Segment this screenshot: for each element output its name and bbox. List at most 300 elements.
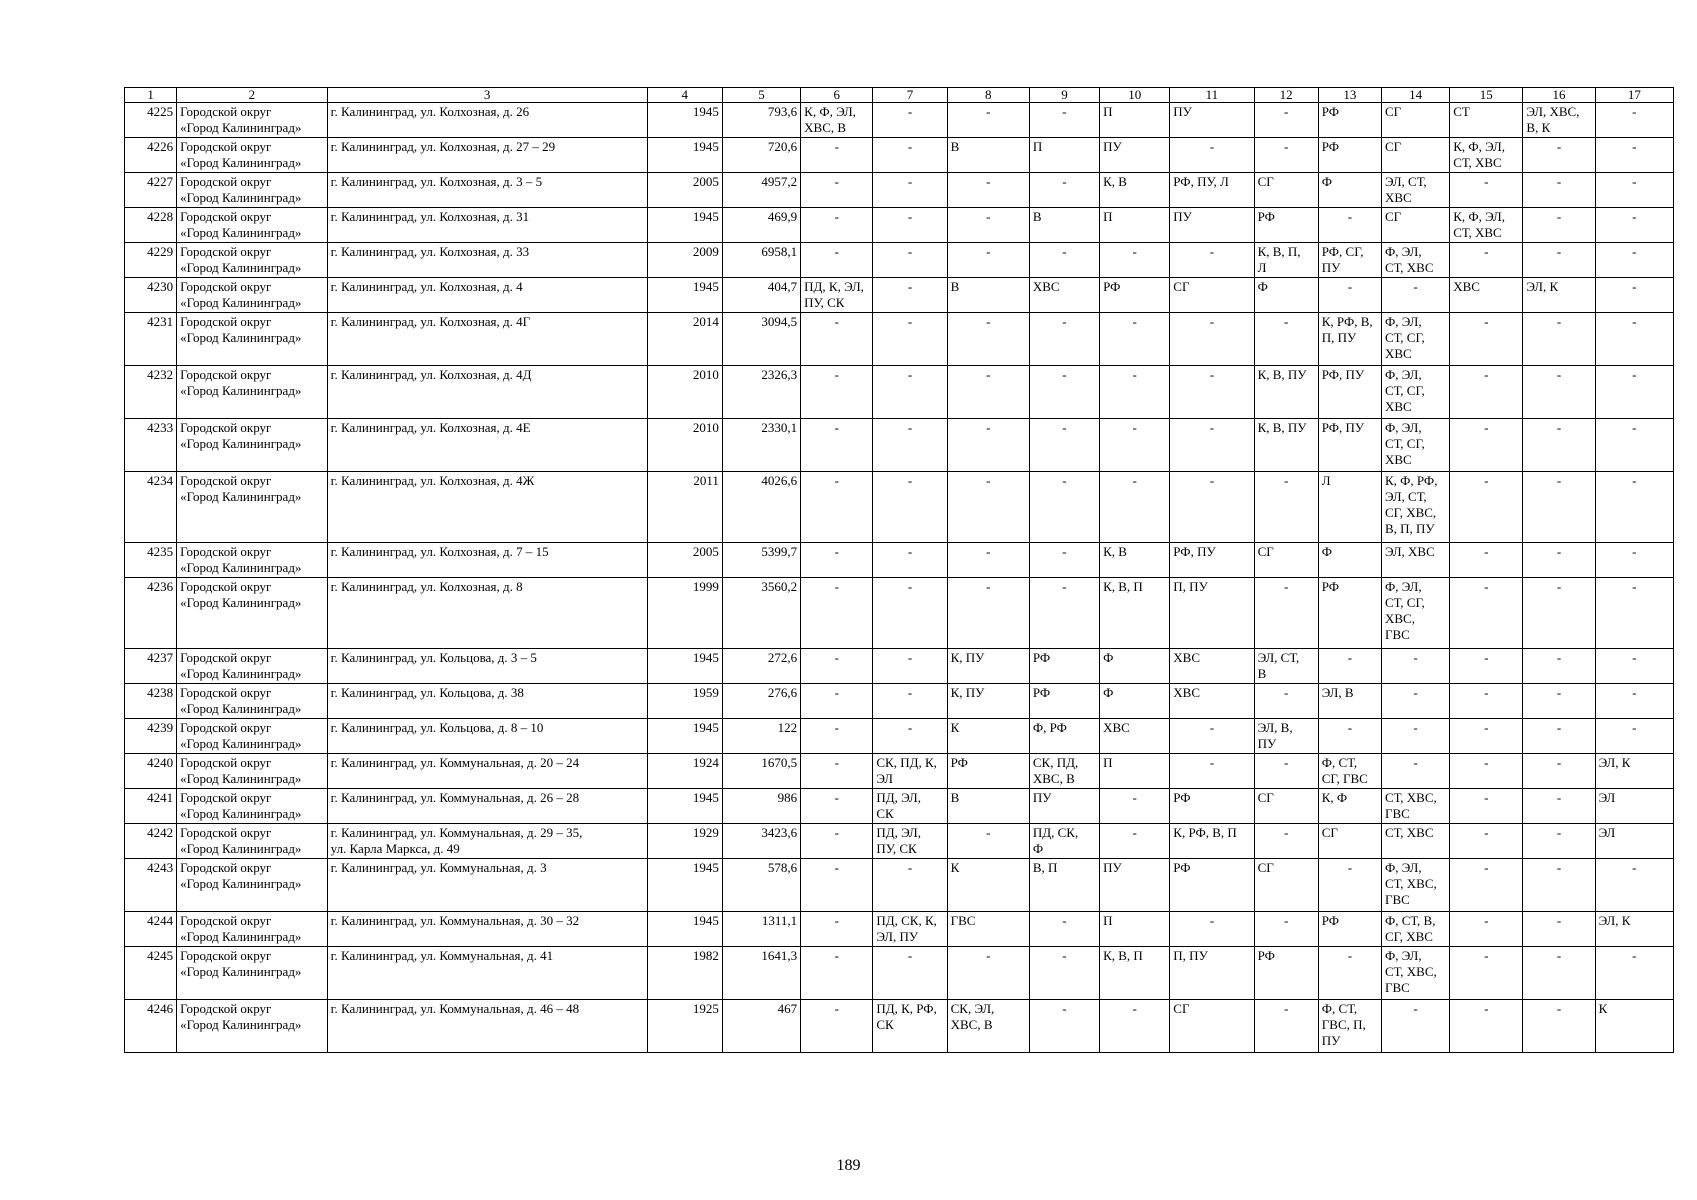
table-cell-col8: В <box>947 138 1029 173</box>
table-cell-col11: СГ <box>1170 278 1254 313</box>
table-cell-col6: - <box>801 208 873 243</box>
table-cell-col4: 1945 <box>647 649 722 684</box>
table-cell-col5: 469,9 <box>722 208 800 243</box>
table-cell-col11: - <box>1170 419 1254 472</box>
table-cell-col15: СТ <box>1450 103 1523 138</box>
table-cell-col12: РФ <box>1254 208 1318 243</box>
table-cell-col3: г. Калининград, ул. Колхозная, д. 4 <box>327 278 647 313</box>
table-body <box>125 103 1674 1053</box>
table-cell-col15: - <box>1450 173 1523 208</box>
table-cell-col3: г. Калининград, ул. Колхозная, д. 8 <box>327 578 647 649</box>
table-row <box>125 243 1674 278</box>
table-cell-col6: - <box>801 789 873 824</box>
table-row <box>125 824 1674 859</box>
table-cell-col6: - <box>801 138 873 173</box>
table-cell-col10: Ф <box>1100 684 1170 719</box>
table-cell-col7: - <box>873 649 947 684</box>
table-cell-col16: - <box>1523 912 1595 947</box>
table-cell-col5: 3423,6 <box>722 824 800 859</box>
table-cell-col14: ЭЛ, СТ, ХВС <box>1381 173 1449 208</box>
table-cell-col17: - <box>1595 103 1673 138</box>
table-cell-col13: РФ, ПУ <box>1318 419 1381 472</box>
column-header-4: 4 <box>647 88 722 103</box>
table-cell-col5: 4957,2 <box>722 173 800 208</box>
table-cell-col3: г. Калининград, ул. Коммунальная, д. 30 – 32 <box>327 912 647 947</box>
table-cell-col15: - <box>1450 313 1523 366</box>
table-cell-col13: РФ <box>1318 138 1381 173</box>
table-cell-col8: - <box>947 947 1029 1000</box>
table-cell-col1: 4232 <box>125 366 177 419</box>
table-cell-col12: - <box>1254 754 1318 789</box>
table-cell-col3: г. Калининград, ул. Коммунальная, д. 46 – 48 <box>327 1000 647 1053</box>
table-cell-col9: - <box>1029 912 1099 947</box>
header-row <box>125 88 1674 103</box>
table-cell-col17: - <box>1595 419 1673 472</box>
table-cell-col7: - <box>873 543 947 578</box>
table-cell-col9: - <box>1029 366 1099 419</box>
table-cell-col15: - <box>1450 912 1523 947</box>
table-cell-col5: 578,6 <box>722 859 800 912</box>
table-cell-col3: г. Калининград, ул. Кольцова, д. 8 – 10 <box>327 719 647 754</box>
table-cell-col1: 4246 <box>125 1000 177 1053</box>
table-cell-col1: 4243 <box>125 859 177 912</box>
table-cell-col16: - <box>1523 754 1595 789</box>
table-cell-col7: - <box>873 947 947 1000</box>
table-cell-col7: - <box>873 578 947 649</box>
table-cell-col1: 4233 <box>125 419 177 472</box>
table-cell-col6: - <box>801 754 873 789</box>
table-cell-col16: - <box>1523 789 1595 824</box>
table-cell-col14: - <box>1381 684 1449 719</box>
table-cell-col12: СГ <box>1254 859 1318 912</box>
table-cell-col13: РФ <box>1318 578 1381 649</box>
table-cell-col14: Ф, ЭЛ, СТ, ХВС, ГВС <box>1381 859 1449 912</box>
table-cell-col3: г. Калининград, ул. Коммунальная, д. 3 <box>327 859 647 912</box>
table-cell-col14: СТ, ХВС <box>1381 824 1449 859</box>
table-cell-col9: - <box>1029 313 1099 366</box>
column-header-6: 6 <box>801 88 873 103</box>
table-cell-col14: Ф, СТ, В, СГ, ХВС <box>1381 912 1449 947</box>
table-cell-col14: СТ, ХВС, ГВС <box>1381 789 1449 824</box>
table-cell-col10: ПУ <box>1100 138 1170 173</box>
table-row <box>125 366 1674 419</box>
table-cell-col15: К, Ф, ЭЛ, СТ, ХВС <box>1450 138 1523 173</box>
table-cell-col4: 1982 <box>647 947 722 1000</box>
table-cell-col4: 2010 <box>647 366 722 419</box>
table-cell-col8: В <box>947 278 1029 313</box>
table-cell-col2: Городской округ «Город Калининград» <box>177 366 327 419</box>
table-cell-col5: 467 <box>722 1000 800 1053</box>
table-cell-col6: - <box>801 912 873 947</box>
table-cell-col10: - <box>1100 789 1170 824</box>
table-cell-col12: Ф <box>1254 278 1318 313</box>
table-cell-col1: 4230 <box>125 278 177 313</box>
table-cell-col6: - <box>801 419 873 472</box>
table-cell-col11: ХВС <box>1170 684 1254 719</box>
table-cell-col11: - <box>1170 313 1254 366</box>
table-cell-col9: - <box>1029 243 1099 278</box>
table-header <box>125 88 1674 103</box>
table-cell-col7: - <box>873 719 947 754</box>
table-cell-col5: 122 <box>722 719 800 754</box>
table-cell-col9: - <box>1029 578 1099 649</box>
table-cell-col12: СГ <box>1254 543 1318 578</box>
table-row <box>125 578 1674 649</box>
table-cell-col10: - <box>1100 419 1170 472</box>
table-cell-col10: Ф <box>1100 649 1170 684</box>
table-cell-col13: - <box>1318 859 1381 912</box>
table-cell-col8: РФ <box>947 754 1029 789</box>
table-cell-col8: - <box>947 103 1029 138</box>
table-cell-col4: 1929 <box>647 824 722 859</box>
table-cell-col2: Городской округ «Город Калининград» <box>177 313 327 366</box>
table-cell-col12: К, В, П, Л <box>1254 243 1318 278</box>
table-cell-col16: - <box>1523 719 1595 754</box>
table-cell-col3: г. Калининград, ул. Кольцова, д. 3 – 5 <box>327 649 647 684</box>
table-cell-col4: 2005 <box>647 543 722 578</box>
table-row <box>125 1000 1674 1053</box>
table-cell-col17: ЭЛ <box>1595 789 1673 824</box>
table-cell-col11: РФ, ПУ, Л <box>1170 173 1254 208</box>
table-cell-col6: - <box>801 173 873 208</box>
column-header-1: 1 <box>125 88 177 103</box>
table-cell-col15: - <box>1450 1000 1523 1053</box>
table-cell-col8: В <box>947 789 1029 824</box>
table-cell-col17: - <box>1595 366 1673 419</box>
table-cell-col2: Городской округ «Город Калининград» <box>177 278 327 313</box>
table-cell-col16: - <box>1523 243 1595 278</box>
table-cell-col12: - <box>1254 138 1318 173</box>
table-cell-col3: г. Калининград, ул. Колхозная, д. 31 <box>327 208 647 243</box>
table-cell-col8: - <box>947 173 1029 208</box>
column-header-14: 14 <box>1381 88 1449 103</box>
table-cell-col7: - <box>873 208 947 243</box>
column-header-16: 16 <box>1523 88 1595 103</box>
table-cell-col1: 4238 <box>125 684 177 719</box>
column-header-17: 17 <box>1595 88 1673 103</box>
table-cell-col5: 276,6 <box>722 684 800 719</box>
table-cell-col12: - <box>1254 1000 1318 1053</box>
table-cell-col13: - <box>1318 719 1381 754</box>
table-cell-col4: 1925 <box>647 1000 722 1053</box>
table-row <box>125 754 1674 789</box>
table-cell-col16: - <box>1523 649 1595 684</box>
table-cell-col14: - <box>1381 278 1449 313</box>
table-cell-col9: - <box>1029 543 1099 578</box>
table-row <box>125 278 1674 313</box>
table-cell-col3: г. Калининград, ул. Колхозная, д. 4Г <box>327 313 647 366</box>
table-cell-col11: ПУ <box>1170 208 1254 243</box>
table-row <box>125 543 1674 578</box>
table-cell-col4: 1959 <box>647 684 722 719</box>
table-cell-col7: ПД, СК, К, ЭЛ, ПУ <box>873 912 947 947</box>
table-cell-col10: П <box>1100 103 1170 138</box>
table-cell-col1: 4236 <box>125 578 177 649</box>
table-cell-col10: К, В, П <box>1100 947 1170 1000</box>
table-cell-col14: ЭЛ, ХВС <box>1381 543 1449 578</box>
table-cell-col10: К, В, П <box>1100 578 1170 649</box>
table-cell-col17: - <box>1595 313 1673 366</box>
table-cell-col2: Городской округ «Город Калининград» <box>177 789 327 824</box>
table-cell-col3: г. Калининград, ул. Колхозная, д. 3 – 5 <box>327 173 647 208</box>
table-cell-col10: - <box>1100 243 1170 278</box>
table-cell-col1: 4240 <box>125 754 177 789</box>
table-cell-col2: Городской округ «Город Калининград» <box>177 208 327 243</box>
table-cell-col6: - <box>801 649 873 684</box>
table-cell-col4: 1945 <box>647 912 722 947</box>
table-cell-col12: - <box>1254 684 1318 719</box>
table-cell-col1: 4242 <box>125 824 177 859</box>
table-cell-col13: ЭЛ, В <box>1318 684 1381 719</box>
table-cell-col17: - <box>1595 173 1673 208</box>
table-cell-col16: - <box>1523 419 1595 472</box>
table-cell-col2: Городской округ «Город Калининград» <box>177 754 327 789</box>
table-cell-col17: - <box>1595 719 1673 754</box>
table-cell-col17: ЭЛ, К <box>1595 754 1673 789</box>
table-cell-col12: ЭЛ, СТ, В <box>1254 649 1318 684</box>
table-cell-col3: г. Калининград, ул. Коммунальная, д. 26 – 28 <box>327 789 647 824</box>
table-cell-col7: - <box>873 859 947 912</box>
table-cell-col5: 986 <box>722 789 800 824</box>
table-cell-col6: ПД, К, ЭЛ, ПУ, СК <box>801 278 873 313</box>
table-cell-col6: - <box>801 719 873 754</box>
table-cell-col8: - <box>947 578 1029 649</box>
table-cell-col11: - <box>1170 366 1254 419</box>
table-row <box>125 173 1674 208</box>
table-cell-col15: - <box>1450 472 1523 543</box>
table-cell-col15: - <box>1450 754 1523 789</box>
table-cell-col4: 1945 <box>647 278 722 313</box>
column-header-15: 15 <box>1450 88 1523 103</box>
table-cell-col8: - <box>947 824 1029 859</box>
table-cell-col1: 4226 <box>125 138 177 173</box>
table-cell-col9: СК, ПД, ХВС, В <box>1029 754 1099 789</box>
table-cell-col17: - <box>1595 472 1673 543</box>
table-cell-col1: 4228 <box>125 208 177 243</box>
table-cell-col4: 2010 <box>647 419 722 472</box>
table-cell-col16: ЭЛ, К <box>1523 278 1595 313</box>
table-cell-col8: К, ПУ <box>947 649 1029 684</box>
table-cell-col9: ПД, СК, Ф <box>1029 824 1099 859</box>
table-cell-col1: 4231 <box>125 313 177 366</box>
table-cell-col16: - <box>1523 684 1595 719</box>
table-cell-col4: 2011 <box>647 472 722 543</box>
table-cell-col14: Ф, ЭЛ, СТ, СГ, ХВС, ГВС <box>1381 578 1449 649</box>
table-cell-col10: - <box>1100 824 1170 859</box>
table-cell-col11: К, РФ, В, П <box>1170 824 1254 859</box>
table-cell-col7: - <box>873 684 947 719</box>
table-cell-col2: Городской округ «Город Калининград» <box>177 684 327 719</box>
table-row <box>125 684 1674 719</box>
table-cell-col12: - <box>1254 472 1318 543</box>
table-row <box>125 208 1674 243</box>
table-cell-col13: РФ, ПУ <box>1318 366 1381 419</box>
table-cell-col3: г. Калининград, ул. Колхозная, д. 4Е <box>327 419 647 472</box>
table-cell-col9: П <box>1029 138 1099 173</box>
table-cell-col1: 4235 <box>125 543 177 578</box>
table-cell-col5: 1670,5 <box>722 754 800 789</box>
table-cell-col5: 3094,5 <box>722 313 800 366</box>
table-cell-col6: - <box>801 313 873 366</box>
table-cell-col7: СК, ПД, К, ЭЛ <box>873 754 947 789</box>
table-row <box>125 789 1674 824</box>
table-cell-col12: СГ <box>1254 173 1318 208</box>
column-header-11: 11 <box>1170 88 1254 103</box>
table-cell-col3: г. Калининград, ул. Колхозная, д. 7 – 15 <box>327 543 647 578</box>
table-cell-col3: г. Калининград, ул. Колхозная, д. 27 – 29 <box>327 138 647 173</box>
table-cell-col2: Городской округ «Город Калининград» <box>177 173 327 208</box>
table-cell-col10: - <box>1100 366 1170 419</box>
table-cell-col9: - <box>1029 173 1099 208</box>
table-cell-col7: ПД, ЭЛ, СК <box>873 789 947 824</box>
table-cell-col12: - <box>1254 824 1318 859</box>
table-cell-col2: Городской округ «Город Калининград» <box>177 859 327 912</box>
column-header-10: 10 <box>1100 88 1170 103</box>
table-cell-col16: - <box>1523 472 1595 543</box>
table-row <box>125 649 1674 684</box>
column-header-5: 5 <box>722 88 800 103</box>
table-cell-col2: Городской округ «Город Калининград» <box>177 719 327 754</box>
table-cell-col2: Городской округ «Город Калининград» <box>177 1000 327 1053</box>
table-cell-col5: 272,6 <box>722 649 800 684</box>
table-cell-col15: - <box>1450 719 1523 754</box>
table-cell-col12: К, В, ПУ <box>1254 419 1318 472</box>
table-cell-col17: - <box>1595 278 1673 313</box>
table-cell-col5: 1641,3 <box>722 947 800 1000</box>
column-header-3: 3 <box>327 88 647 103</box>
table-cell-col9: ХВС <box>1029 278 1099 313</box>
table-cell-col13: СГ <box>1318 824 1381 859</box>
table-cell-col5: 793,6 <box>722 103 800 138</box>
table-cell-col10: РФ <box>1100 278 1170 313</box>
table-cell-col17: - <box>1595 138 1673 173</box>
table-cell-col15: - <box>1450 543 1523 578</box>
table-cell-col3: г. Калининград, ул. Кольцова, д. 38 <box>327 684 647 719</box>
table-cell-col14: - <box>1381 1000 1449 1053</box>
table-cell-col5: 1311,1 <box>722 912 800 947</box>
table-cell-col2: Городской округ «Город Калининград» <box>177 649 327 684</box>
table-cell-col12: - <box>1254 103 1318 138</box>
table-cell-col12: - <box>1254 313 1318 366</box>
table-cell-col14: - <box>1381 754 1449 789</box>
table-cell-col14: К, Ф, РФ, ЭЛ, СТ, СГ, ХВС, В, П, ПУ <box>1381 472 1449 543</box>
table-cell-col4: 1945 <box>647 719 722 754</box>
table-cell-col6: - <box>801 366 873 419</box>
table-cell-col13: Ф, СТ, ГВС, П, ПУ <box>1318 1000 1381 1053</box>
table-cell-col13: - <box>1318 947 1381 1000</box>
table-cell-col13: - <box>1318 208 1381 243</box>
table-cell-col16: - <box>1523 313 1595 366</box>
table-cell-col1: 4241 <box>125 789 177 824</box>
table-cell-col15: - <box>1450 649 1523 684</box>
table-cell-col5: 2326,3 <box>722 366 800 419</box>
table-cell-col14: СГ <box>1381 208 1449 243</box>
table-cell-col9: - <box>1029 419 1099 472</box>
table-cell-col2: Городской округ «Город Калининград» <box>177 947 327 1000</box>
table-cell-col15: - <box>1450 366 1523 419</box>
table-cell-col13: К, Ф <box>1318 789 1381 824</box>
table-cell-col10: П <box>1100 208 1170 243</box>
table-cell-col15: - <box>1450 243 1523 278</box>
table-cell-col17: - <box>1595 947 1673 1000</box>
table-cell-col8: - <box>947 243 1029 278</box>
table-cell-col16: - <box>1523 208 1595 243</box>
table-cell-col3: г. Калининград, ул. Коммунальная, д. 41 <box>327 947 647 1000</box>
table-cell-col9: - <box>1029 1000 1099 1053</box>
table-cell-col5: 6958,1 <box>722 243 800 278</box>
table-cell-col5: 5399,7 <box>722 543 800 578</box>
table-cell-col9: ПУ <box>1029 789 1099 824</box>
table-cell-col2: Городской округ «Город Калининград» <box>177 824 327 859</box>
table-cell-col13: Ф <box>1318 543 1381 578</box>
table-cell-col11: - <box>1170 754 1254 789</box>
table-cell-col15: ХВС <box>1450 278 1523 313</box>
table-cell-col8: - <box>947 543 1029 578</box>
table-cell-col16: - <box>1523 1000 1595 1053</box>
table-cell-col14: СГ <box>1381 138 1449 173</box>
table-cell-col9: - <box>1029 947 1099 1000</box>
table-cell-col6: - <box>801 947 873 1000</box>
table-cell-col11: - <box>1170 138 1254 173</box>
table-cell-col12: ЭЛ, В, ПУ <box>1254 719 1318 754</box>
table-row <box>125 859 1674 912</box>
table-cell-col11: П, ПУ <box>1170 578 1254 649</box>
table-cell-col17: К <box>1595 1000 1673 1053</box>
table-cell-col5: 3560,2 <box>722 578 800 649</box>
table-cell-col14: Ф, ЭЛ, СТ, СГ, ХВС <box>1381 366 1449 419</box>
table-cell-col14: - <box>1381 719 1449 754</box>
table-cell-col2: Городской округ «Город Калининград» <box>177 472 327 543</box>
table-cell-col11: - <box>1170 243 1254 278</box>
table-cell-col13: РФ <box>1318 912 1381 947</box>
table-cell-col4: 2009 <box>647 243 722 278</box>
table-cell-col15: К, Ф, ЭЛ, СТ, ХВС <box>1450 208 1523 243</box>
table-cell-col6: - <box>801 1000 873 1053</box>
column-header-2: 2 <box>177 88 327 103</box>
table-cell-col15: - <box>1450 684 1523 719</box>
table-cell-col2: Городской округ «Город Калининград» <box>177 543 327 578</box>
table-cell-col13: РФ, СГ, ПУ <box>1318 243 1381 278</box>
table-cell-col9: РФ <box>1029 684 1099 719</box>
table-cell-col17: - <box>1595 649 1673 684</box>
table-cell-col16: - <box>1523 824 1595 859</box>
table-cell-col17: - <box>1595 578 1673 649</box>
table-cell-col2: Городской округ «Город Калининград» <box>177 138 327 173</box>
table-cell-col8: - <box>947 419 1029 472</box>
table-cell-col16: - <box>1523 859 1595 912</box>
table-cell-col4: 2005 <box>647 173 722 208</box>
table-cell-col2: Городской округ «Город Калининград» <box>177 578 327 649</box>
table-cell-col16: - <box>1523 543 1595 578</box>
table-cell-col1: 4245 <box>125 947 177 1000</box>
table-cell-col8: - <box>947 208 1029 243</box>
table-cell-col7: ПД, К, РФ, СК <box>873 1000 947 1053</box>
table-cell-col7: - <box>873 278 947 313</box>
table-cell-col2: Городской округ «Город Калининград» <box>177 103 327 138</box>
table-cell-col15: - <box>1450 859 1523 912</box>
table-cell-col9: - <box>1029 472 1099 543</box>
table-cell-col5: 2330,1 <box>722 419 800 472</box>
table-cell-col4: 1945 <box>647 138 722 173</box>
table-cell-col16: - <box>1523 138 1595 173</box>
table-row <box>125 138 1674 173</box>
table-cell-col15: - <box>1450 419 1523 472</box>
table-cell-col7: - <box>873 103 947 138</box>
table-cell-col3: г. Калининград, ул. Колхозная, д. 4Ж <box>327 472 647 543</box>
table-cell-col1: 4234 <box>125 472 177 543</box>
column-header-12: 12 <box>1254 88 1318 103</box>
table-cell-col7: - <box>873 313 947 366</box>
